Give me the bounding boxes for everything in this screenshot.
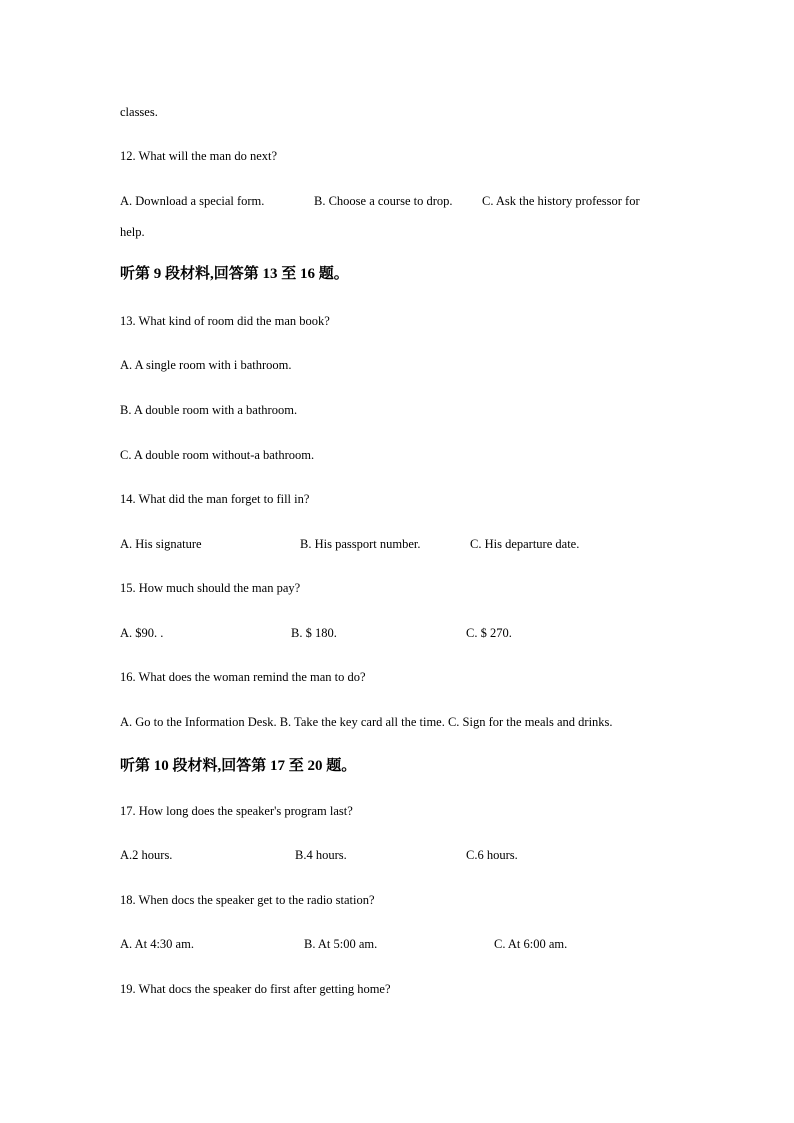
option-18-c: C. At 6:00 am. xyxy=(494,937,568,951)
option-15-c: C. $ 270. xyxy=(466,626,512,640)
option-17-c: C.6 hours. xyxy=(466,848,518,862)
section-heading: 听第 9 段材料,回答第 13 至 16 题。 xyxy=(120,266,349,282)
question-17: 17. How long does the speaker's program last? xyxy=(120,804,353,818)
option-12-a: A. Download a special form. xyxy=(120,194,265,208)
question-18: 18. When docs the speaker get to the radio station? xyxy=(120,893,375,907)
option-18-a: A. At 4:30 am. xyxy=(120,937,194,951)
option-12-b: B. Choose a course to drop. xyxy=(314,194,453,208)
question-12: 12. What will the man do next? xyxy=(120,149,278,163)
option-13-c: C. A double room without-a bathroom. xyxy=(120,448,315,462)
option-15-b: B. $ 180. xyxy=(291,626,337,640)
question-19: 19. What docs the speaker do first after getting home? xyxy=(120,982,391,996)
option-15-a: A. $90. . xyxy=(120,626,164,640)
section-heading: 听第 10 段材料,回答第 17 至 20 题。 xyxy=(120,758,357,774)
option-13-a: A. A single room with i bathroom. xyxy=(120,358,292,372)
text-line: help. xyxy=(120,225,145,239)
question-13: 13. What kind of room did the man book? xyxy=(120,314,330,328)
option-17-b: B.4 hours. xyxy=(295,848,347,862)
text-line: classes. xyxy=(120,105,158,119)
option-17-a: A.2 hours. xyxy=(120,848,173,862)
option-13-b: B. A double room with a bathroom. xyxy=(120,403,298,417)
option-14-a: A. His signature xyxy=(120,537,202,551)
option-18-b: B. At 5:00 am. xyxy=(304,937,378,951)
option-14-c: C. His departure date. xyxy=(470,537,580,551)
question-16: 16. What does the woman remind the man to do? xyxy=(120,670,366,684)
option-12-c: C. Ask the history professor for xyxy=(482,194,640,208)
option-14-b: B. His passport number. xyxy=(300,537,421,551)
question-14: 14. What did the man forget to fill in? xyxy=(120,492,310,506)
options-16: A. Go to the Information Desk. B. Take the key card all the time. C. Sign for the meals and drinks. xyxy=(120,715,613,729)
question-15: 15. How much should the man pay? xyxy=(120,581,301,595)
